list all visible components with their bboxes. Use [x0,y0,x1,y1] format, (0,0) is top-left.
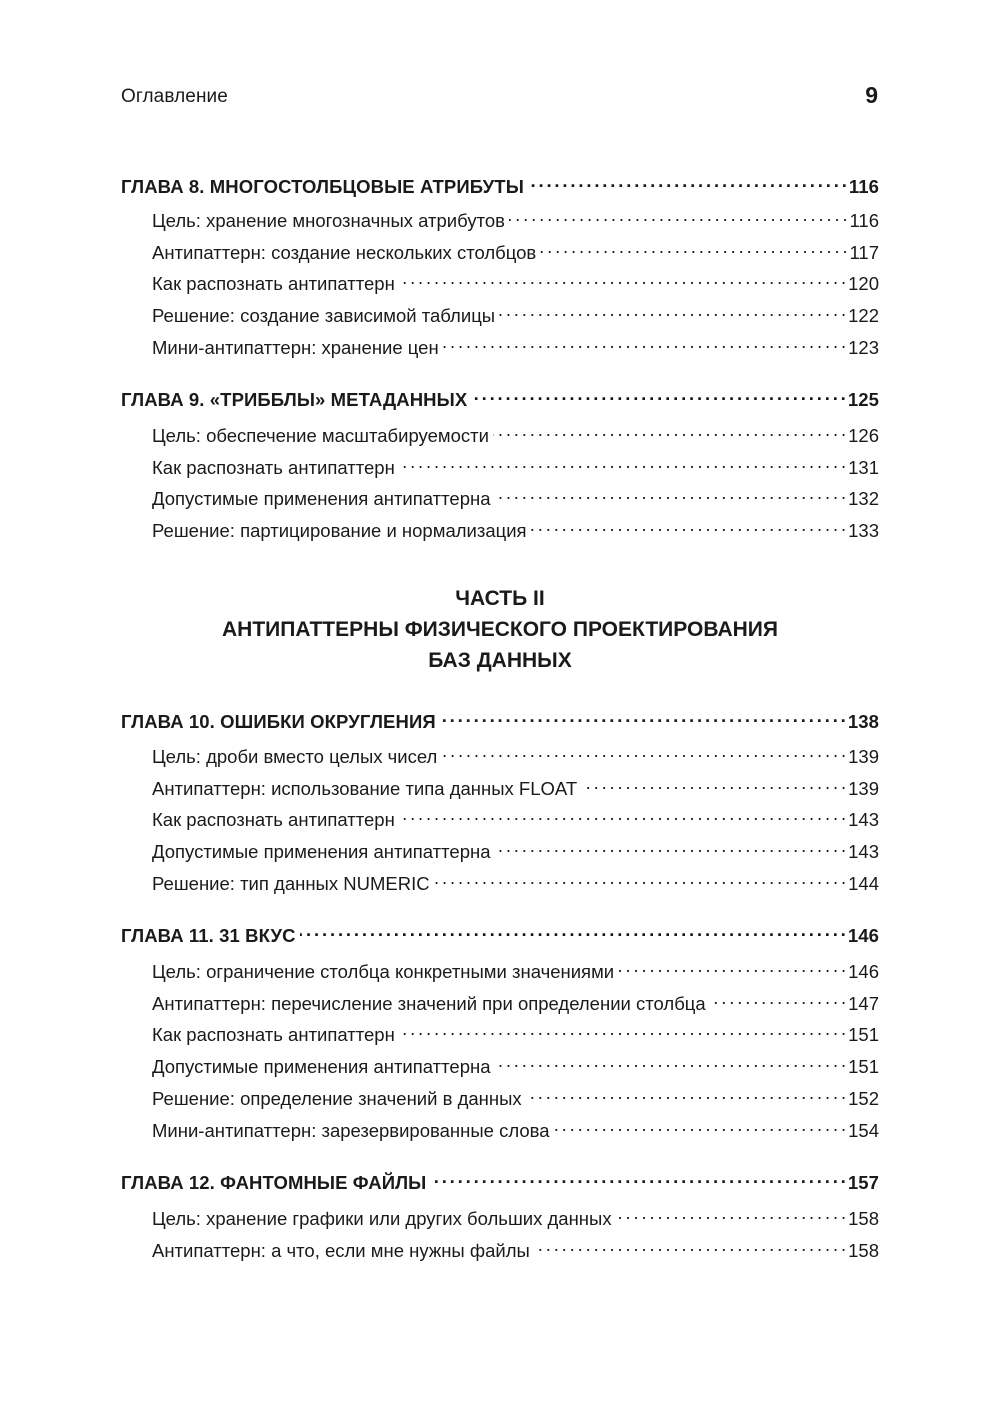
toc-entry-page: 154 [848,1120,879,1141]
toc-section-entry[interactable] [152,1201,879,1231]
toc-entry-title: Антипаттерн: использование типа данных FLOAT [152,778,578,799]
toc-entry-title: ГЛАВА 12. ФАНТОМНЫЕ ФАЙЛЫ [121,1172,427,1193]
toc-entry-page: 151 [848,1024,879,1045]
part-title-line-1: АНТИПАТТЕРНЫ ФИЗИЧЕСКОГО ПРОЕКТИРОВАНИЯ [222,618,778,641]
toc-section-entry[interactable] [152,418,879,448]
toc-entry-page: 146 [847,925,879,946]
toc-entry-page: 125 [847,389,879,410]
toc-chapter-entry[interactable] [121,169,879,199]
toc-entry-title: Цель: хранение графики или других больших данных [152,1208,612,1229]
toc-dot-leader [534,1233,846,1257]
part-title-line-2: БАЗ ДАННЫХ [428,649,572,672]
toc-entry-title: Как распознать антипаттерн [152,273,395,294]
toc-entry-page: 126 [848,425,879,446]
toc-dot-leader [494,481,846,505]
toc-entry-page: 138 [847,711,879,732]
toc-entry-title: Мини-антипаттерн: хранение цен [152,337,439,358]
toc-dot-leader [493,418,846,442]
toc-entry-page: 139 [848,778,879,799]
toc-entry-title: Как распознать антипаттерн [152,457,395,478]
toc-entry-page: 152 [848,1088,879,1109]
toc-dot-leader [499,298,846,322]
toc-entry-title: ГЛАВА 8. МНОГОСТОЛБЦОВЫЕ АТРИБУТЫ [121,176,524,197]
toc-section-entry[interactable] [152,266,879,296]
toc-entry-page: 117 [849,242,879,263]
toc-entry-page: 123 [848,337,879,358]
toc-section-entry[interactable] [152,1233,879,1263]
toc-dot-leader [710,986,846,1010]
toc-chapter-entry[interactable] [121,704,879,734]
toc-dot-leader [399,450,846,474]
running-head: Оглавление [121,86,228,107]
toc-entry-title: Допустимые применения антипаттерна [152,1056,491,1077]
toc-section-entry[interactable] [152,1081,879,1111]
toc-dot-leader [434,866,847,890]
toc-entry-page: 132 [848,488,879,509]
toc-section-entry[interactable] [152,866,879,896]
toc-entry-page: 143 [848,841,879,862]
toc-entry-title: Решение: определение значений в данных [152,1088,522,1109]
toc-entry-page: 157 [847,1172,879,1193]
toc-dot-leader [540,235,847,259]
toc-section-entry[interactable] [152,802,879,832]
toc-dot-leader [440,704,846,728]
toc-dot-leader [399,802,846,826]
toc-section-entry[interactable] [152,1113,879,1143]
toc-section-entry[interactable] [152,235,879,265]
toc-entry-title: Цель: хранение многозначных атрибутов [152,210,505,231]
toc-entry-title: ГЛАВА 11. 31 ВКУС [121,925,296,946]
toc-entry-page: 116 [849,210,879,231]
toc-dot-leader [471,382,846,406]
toc-section-entry[interactable] [152,298,879,328]
toc-entry-page: 144 [848,873,879,894]
toc-dot-leader [300,918,846,942]
toc-entry-page: 147 [848,993,879,1014]
toc-entry-title: ГЛАВА 9. «ТРИББЛЫ» МЕТАДАННЫХ [121,389,468,410]
toc-chapter-entry[interactable] [121,1165,879,1195]
toc-dot-leader [616,1201,847,1225]
toc-section-entry[interactable] [152,771,879,801]
toc-section-entry[interactable] [152,986,879,1016]
table-of-contents [121,0,879,1413]
toc-entry-title: Цель: обеспечение масштабируемости [152,425,489,446]
toc-entry-title: ГЛАВА 10. ОШИБКИ ОКРУГЛЕНИЯ [121,711,436,732]
toc-entry-title: Антипаттерн: создание нескольких столбцов [152,242,537,263]
toc-entry-page: 158 [848,1208,879,1229]
toc-dot-leader [581,771,846,795]
toc-chapter-entry[interactable] [121,382,879,412]
toc-entry-title: Как распознать антипаттерн [152,1024,395,1045]
toc-section-entry[interactable] [152,481,879,511]
toc-entry-page: 133 [848,520,879,541]
toc-entry-page: 120 [848,273,879,294]
toc-section-entry[interactable] [152,739,879,769]
toc-section-entry[interactable] [152,203,879,233]
toc-dot-leader [526,1081,846,1105]
toc-dot-leader [554,1113,847,1137]
toc-dot-leader [509,203,848,227]
toc-entry-title: Решение: партицирование и нормализация [152,520,527,541]
toc-entry-title: Допустимые применения антипаттерна [152,841,491,862]
toc-entry-title: Антипаттерн: перечисление значений при определении столбца [152,993,706,1014]
toc-dot-leader [430,1165,845,1189]
toc-dot-leader [494,834,846,858]
toc-entry-page: 143 [848,809,879,830]
toc-dot-leader [531,513,847,537]
toc-chapter-entry[interactable] [121,918,879,948]
toc-entry-page: 151 [848,1056,879,1077]
toc-entry-page: 122 [848,305,879,326]
toc-section-entry[interactable] [152,450,879,480]
toc-dot-leader [618,954,846,978]
toc-entry-page: 139 [848,746,879,767]
toc-entry-title: Решение: тип данных NUMERIC [152,873,430,894]
toc-section-entry[interactable] [152,513,879,543]
toc-entry-title: Антипаттерн: а что, если мне нужны файлы [152,1240,530,1261]
toc-entry-page: 131 [848,457,879,478]
toc-section-entry[interactable] [152,1049,879,1079]
toc-dot-leader [441,739,846,763]
toc-entry-title: Цель: дроби вместо целых чисел [152,746,438,767]
toc-section-entry[interactable] [152,1017,879,1047]
toc-entry-title: Допустимые применения антипаттерна [152,488,491,509]
toc-entry-title: Мини-антипаттерн: зарезервированные слова [152,1120,550,1141]
toc-section-entry[interactable] [152,330,879,360]
toc-entry-page: 158 [848,1240,879,1261]
toc-dot-leader [528,169,847,193]
toc-section-entry[interactable] [152,954,879,984]
toc-section-entry[interactable] [152,834,879,864]
page-number: 9 [865,82,878,108]
toc-entry-title: Как распознать антипаттерн [152,809,395,830]
toc-entry-page: 146 [848,961,879,982]
part-label: ЧАСТЬ II [455,587,545,610]
toc-entry-title: Решение: создание зависимой таблицы [152,305,496,326]
toc-dot-leader [494,1049,846,1073]
toc-dot-leader [443,330,846,354]
toc-entry-page: 116 [848,176,879,197]
toc-dot-leader [399,1017,846,1041]
toc-entry-title: Цель: ограничение столбца конкретными значениями [152,961,615,982]
toc-dot-leader [399,266,846,290]
